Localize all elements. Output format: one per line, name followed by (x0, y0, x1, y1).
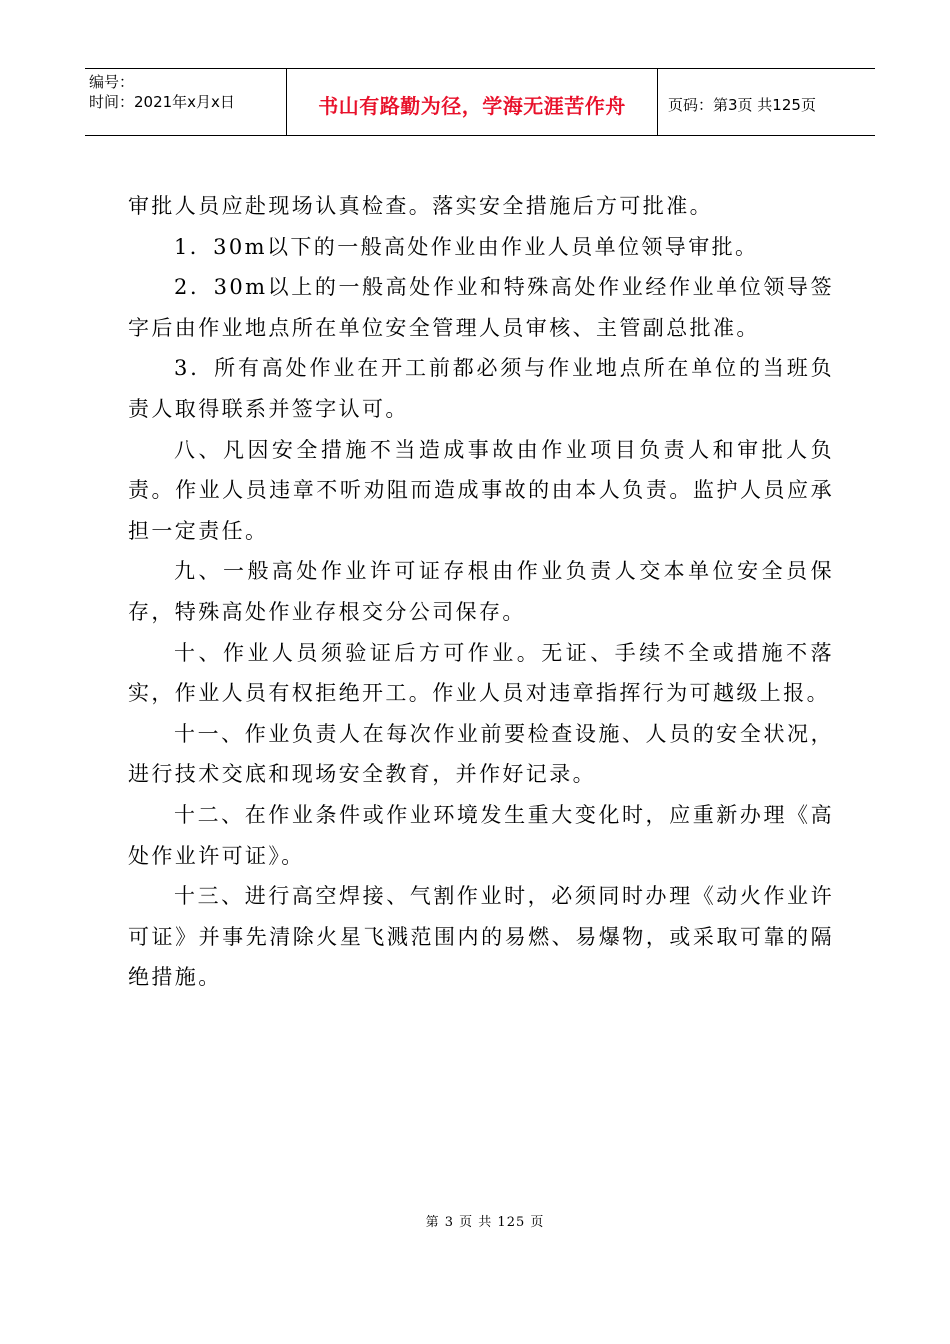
paragraph: 十二、在作业条件或作业环境发生重大变化时，应重新办理《高处作业许可证》。 (128, 802, 834, 868)
paragraph: 审批人员应赴现场认真检查。落实安全措施后方可批准。 (128, 194, 713, 218)
paragraph: 九、一般高处作业许可证存根由作业负责人交本单位安全员保存，特殊高处作业存根交分公司保存。 (128, 559, 834, 624)
document-number-label: 编号： (89, 73, 135, 91)
paragraph: 十三、进行高空焊接、气割作业时，必须同时办理《动火作业许可证》并事先清除火星飞溅范围内的易燃、易爆物，或采取可靠的隔绝措施。 (128, 884, 834, 990)
page-footer: 第 3 页 共 125 页 (425, 1215, 545, 1230)
paragraph: 2．30m以上的一般高处作业和特殊高处作业经作业单位领导签字后由作业地点所在单位安全管理人员审核、主管副总批准。 (128, 275, 834, 340)
paragraph: 3．所有高处作业在开工前都必须与作业地点所在单位的当班负责人取得联系并签字认可。 (128, 356, 834, 421)
paragraph: 1．30m以下的一般高处作业由作业人员单位领导审批。 (174, 234, 759, 259)
paragraph: 八、凡因安全措施不当造成事故由作业项目负责人和审批人负责。作业人员违章不听劝阻而造成事故的由本人负责。监护人员应承担一定责任。 (128, 437, 834, 543)
paragraph: 十、作业人员须验证后方可作业。无证、手续不全或措施不落实，作业人员有权拒绝开工。作业人员对违章指挥行为可越级上报。 (128, 640, 834, 706)
document-time-label: 时间：2021年x月x日 (89, 93, 235, 111)
header-page-info: 页码：第3页 共125页 (668, 95, 816, 114)
header-motto: 书山有路勤为径，学海无涯苦作舟 (287, 69, 658, 135)
paragraph: 十一、作业负责人在每次作业前要检查设施、人员的安全状况，进行技术交底和现场安全教育，并作好记录。 (128, 721, 834, 787)
page-header (85, 68, 875, 136)
header-meta-cell (85, 69, 287, 135)
document-body (128, 186, 834, 998)
